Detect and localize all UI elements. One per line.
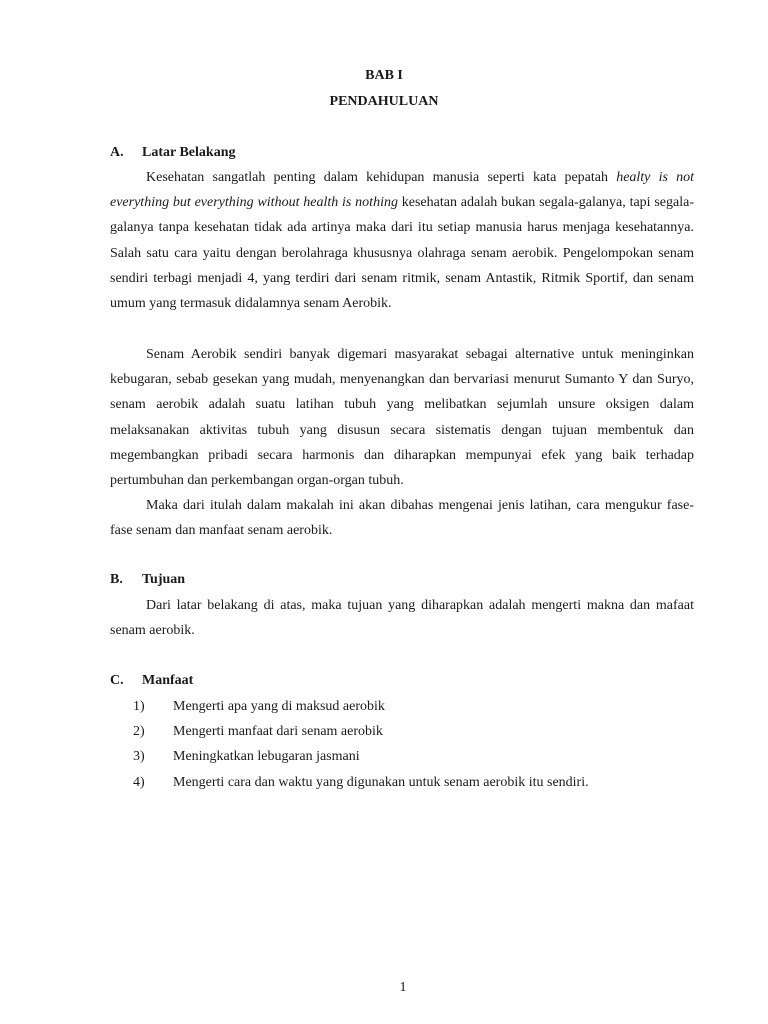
paragraph-text-before-italic: Kesehatan sangatlah penting dalam kehidupan manusia seperti kata pepatah bbox=[146, 170, 617, 185]
list-number: 2) bbox=[133, 724, 145, 740]
list-item bbox=[133, 770, 589, 795]
paragraph-text: Dari latar belakang di atas, maka tujuan yang diharapkan adalah mengerti makna dan mafaat senam aerobik. bbox=[110, 598, 694, 639]
list-text: Mengerti manfaat dari senam aerobik bbox=[173, 724, 383, 740]
list-text: Mengerti apa yang di maksud aerobik bbox=[173, 699, 385, 714]
benefit-list bbox=[133, 694, 589, 795]
section-heading-c bbox=[110, 673, 193, 689]
list-item bbox=[133, 694, 589, 719]
list-item bbox=[133, 719, 589, 744]
section-heading-b bbox=[110, 572, 185, 588]
paragraph-text-after-italic: kesehatan adalah bukan segala-galanya, tapi segala-galanya tanpa kesehatan tidak ada artinya maka dari itu setiap manusia harus menjaga kesehatannya. Salah satu cara yaitu dengan berolahraga khususnya olahraga senam aerobik. Pengelompokan senam sendiri terbagi menjadi 4, yang terdiri dari senam ritmik, senam Antastik, Ritmik Sportif, dan senam umum yang termasuk didalamnya senam Aerobik. bbox=[110, 195, 694, 312]
list-number: 1) bbox=[133, 699, 145, 714]
section-title: Latar Belakang bbox=[142, 145, 236, 160]
list-item bbox=[133, 744, 589, 769]
paragraph-text: Maka dari itulah dalam makalah ini akan dibahas mengenai jenis latihan, cara mengukur fase-fase senam dan manfaat senam aerobik. bbox=[110, 498, 694, 539]
section-title: Tujuan bbox=[142, 572, 186, 587]
list-text: Mengerti cara dan waktu yang digunakan untuk senam aerobik itu sendiri. bbox=[173, 774, 589, 790]
paragraph bbox=[110, 342, 694, 493]
section-letter: B. bbox=[110, 572, 123, 587]
chapter-label: BAB I bbox=[365, 68, 403, 83]
paragraph bbox=[110, 165, 694, 316]
paragraph-text: Senam Aerobik sendiri banyak digemari masyarakat sebagai alternative untuk meninginkan kebugaran, sebab gesekan yang mudah, menyenangkan dan bervariasi menurut Sumanto Y dan Suryo, senam aerobik adalah suatu latihan tubuh yang melibatkan sejumlah unsure oksigen dalam melaksanakan aktivitas tubuh yang disusun secara sistematis dengan tujuan membentuk dan megembangkan pribadi secara harmonis dan diharapkan mempunyai efek yang baik terhadap pertumbuhan dan perkembangan organ-organ tubuh. bbox=[110, 347, 694, 489]
paragraph bbox=[110, 493, 694, 543]
section-heading-a bbox=[110, 145, 235, 161]
section-title: Manfaat bbox=[142, 673, 194, 688]
list-number: 3) bbox=[133, 749, 145, 765]
list-number: 4) bbox=[133, 774, 145, 790]
section-letter: A. bbox=[110, 145, 124, 160]
page-number: 1 bbox=[399, 980, 407, 995]
italic-quote: healty is not everything but everything without health is nothing bbox=[110, 170, 694, 211]
list-text: Meningkatkan lebugaran jasmani bbox=[173, 749, 360, 765]
section-letter: C. bbox=[110, 673, 124, 688]
chapter-title: PENDAHULUAN bbox=[329, 94, 439, 109]
paragraph bbox=[110, 593, 694, 643]
